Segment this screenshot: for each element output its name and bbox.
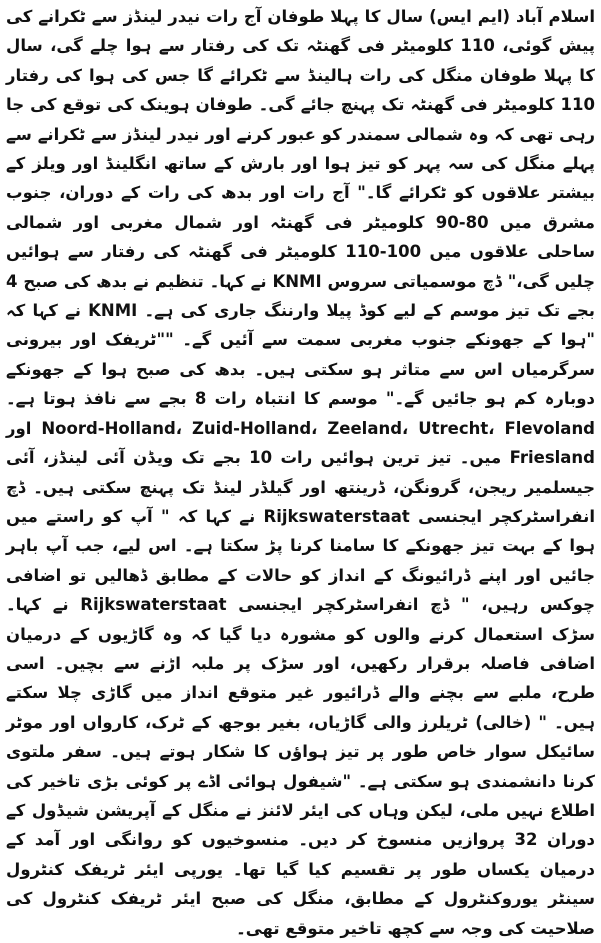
article-body-text: اسلام آباد (ایم ایس) سال کا پہلا طوفان آج رات نیدر لینڈز سے ٹکرانے کی پیش گوئی، 110 کلومیٹر فی گھنٹہ تک کی رفتار سے ہوا چلے گی، سال کا پہلا طوفان منگل کی رات ہالینڈ سے ٹکرائے گا جس کی ہوا کی رفتار 110 کلومیٹر فی گھنٹہ تک پہنچ جائے گی۔ طوفان ہوینک کی توقع کی جا رہی تھی کہ وہ شمالی سمندر کو عبور کرنے اور نیدر لینڈز سے ٹکرانے سے پہلے منگل کی سہ پہر کو تیز ہوا اور بارش کے ساتھ انگلینڈ اور ویلز کے بیشتر علاقوں کو ٹکرائے گا۔" آج رات اور بدھ کی رات کے دوران، جنوب مشرق میں 80-90 کلومیٹر فی گھنٹہ اور شمال مغربی اور شمالی ساحلی علاقوں میں 100-110 کلومیٹر فی گھنٹہ کی رفتار سے ہوائیں چلیں گی،" ڈچ موسمیاتی سروس KNMI نے کہا۔ تنظیم نے بدھ کی صبح 4 بجے تک تیز موسم کے لیے کوڈ پیلا وارننگ جاری کی ہے۔ KNMI نے کہا کہ "ہوا کے جھونکے جنوب مغربی سمت سے آئیں گے۔ ""ٹریفک اور بیرونی سرگرمیاں اس سے متاثر ہو سکتی ہیں۔ بدھ کی صبح ہوا کے جھونکے دوبارہ کم ہو جائیں گے۔" موسم کا انتباہ رات 8 بجے سے نافذ ہوتا ہے۔ Noord-Holland، Zuid-Holland، Zeeland، Utrecht، Flevoland اور Friesland میں۔ تیز ترین ہوائیں رات 10 بجے تک ویڈن آئی لینڈز، آئی جیسلمیر ریجن، گرونگن، ڈرینتھ اور گیلڈر لینڈ تک پہنچ سکتی ہیں۔ ڈچ انفراسٹرکچر ایجنسی Rijkswaterstaat نے کہا کہ " آپ کو راستے میں ہوا کے بہت تیز جھونکے کا سامنا کرنا پڑ سکتا ہے۔ اس لیے، جب آپ باہر جائیں اور اپنے ڈرائیونگ کے انداز کو حالات کے مطابق ڈھالیں تو اضافی چوکس رہیں، " ڈچ انفراسٹرکچر ایجنسی Rijkswaterstaat نے کہا۔ سڑک استعمال کرنے والوں کو مشورہ دیا گیا کہ وہ گاڑیوں کے درمیان اضافی فاصلہ برقرار رکھیں، اور سڑک پر ملبہ اڑنے سے بچیں۔ اسی طرح، ملبے سے بچنے والے ڈرائیور غیر متوقع انداز میں گاڑی چلا سکتے ہیں۔ " (خالی) ٹریلرز والی گاڑیاں، بغیر بوجھ کے ٹرک، کارواں اور موٹر سائیکل سوار خاص طور پر تیز ہواؤں کا شکار ہوتے ہیں۔ سفر ملتوی کرنا دانشمندی ہو سکتی ہے۔ "شیفول ہوائی اڈے پر کوئی بڑی تاخیر کی اطلاع نہیں ملی، لیکن وہاں کی ایئر لائنز نے منگل کے آپریشن شیڈول کے دوران 32 پروازیں منسوخ کر دیں۔ منسوخیوں کو روانگی اور آمد کے درمیان یکساں طور پر تقسیم کیا گیا تھا۔ یورپی ایئر ٹریفک کنٹرول سینٹر یوروکنٹرول کے مطابق، منگل کی صبح ایئر ٹریفک کنٹرول کی صلاحیت کی وجہ سے کچھ تاخیر متوقع تھی۔ <box>6 7 596 938</box>
